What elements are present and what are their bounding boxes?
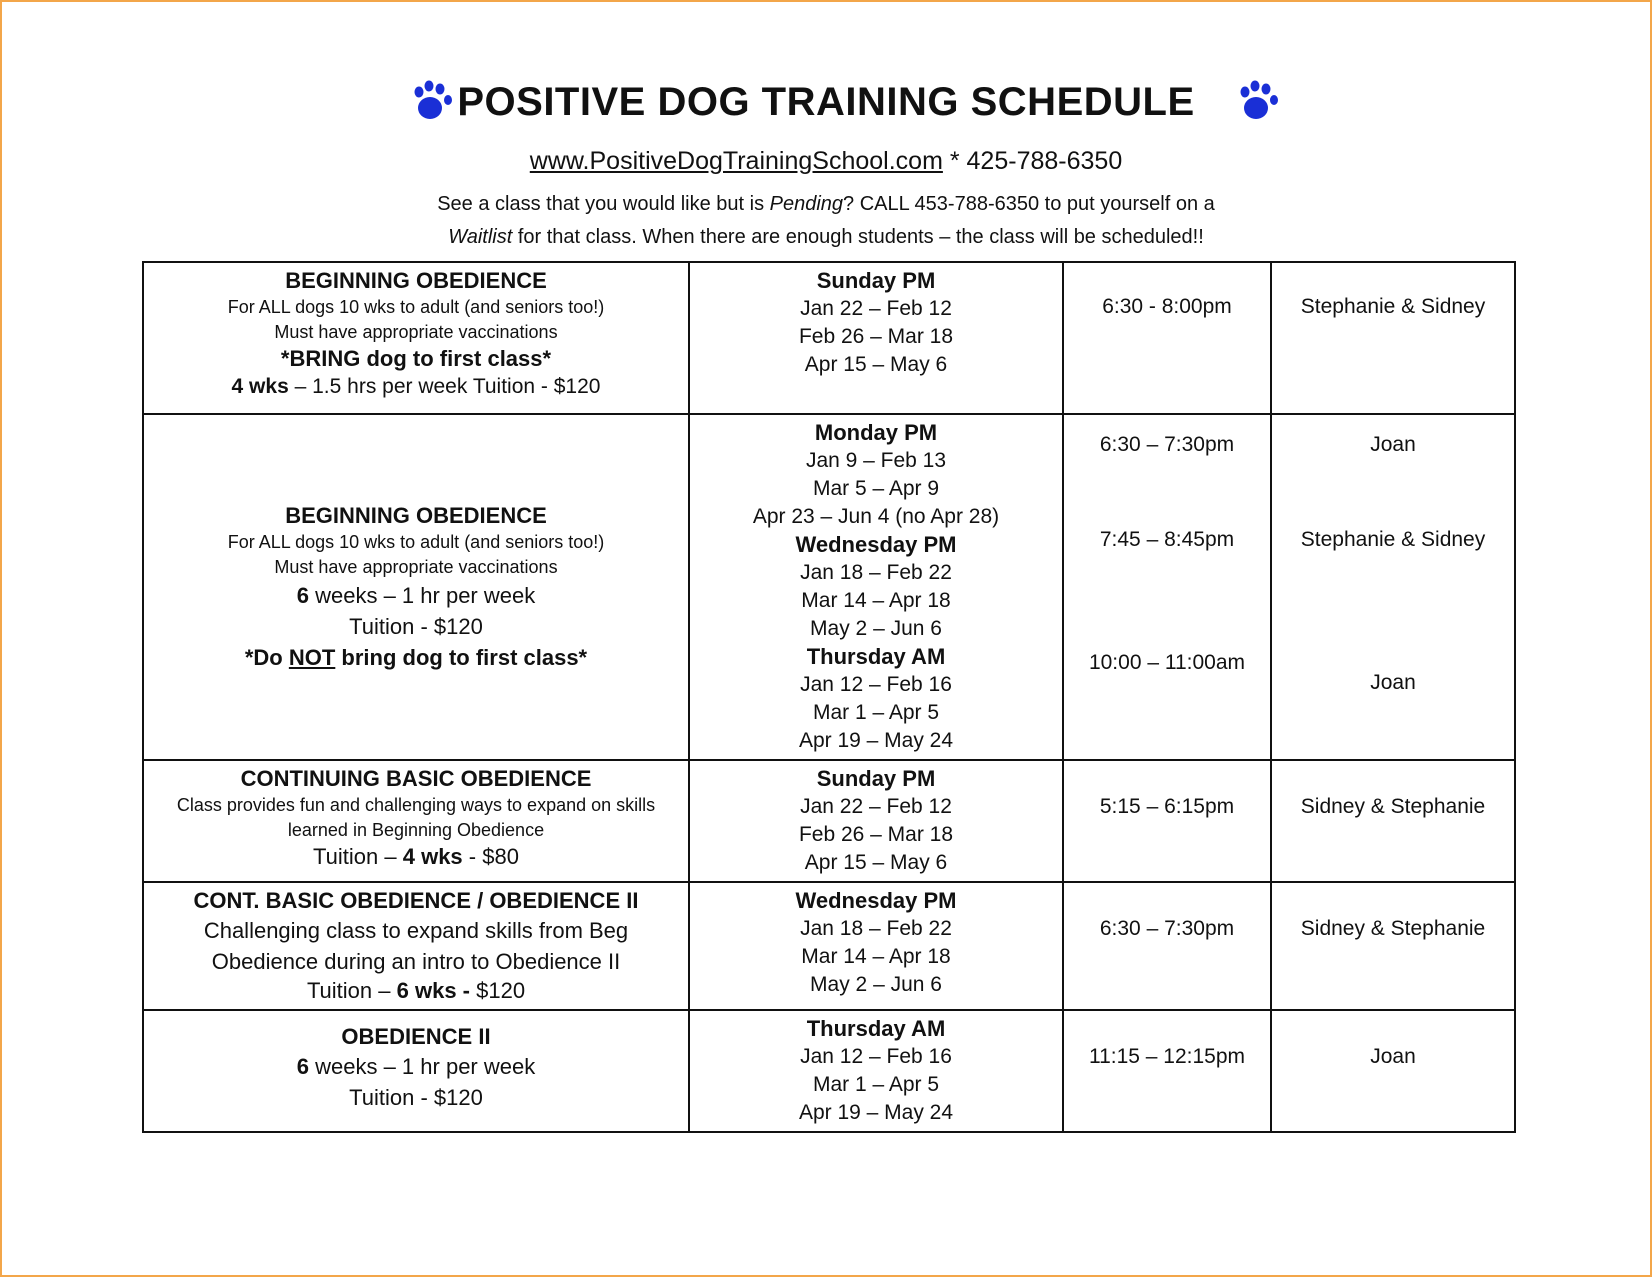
date-range: Mar 1 – Apr 5 [812, 1073, 940, 1096]
class-bring-note [150, 642, 682, 673]
website-link[interactable]: www.PositiveDogTrainingSchool.com [529, 147, 943, 175]
instructor-cell [1271, 262, 1515, 414]
class-name: CONTINUING BASIC OBEDIENCE [240, 766, 592, 791]
tuition-bold: 6 wks - [396, 978, 470, 1003]
class-desc: learned in Beginning Obedience [287, 820, 545, 840]
instructor-name: Joan [1370, 433, 1416, 456]
class-time: 11:15 – 12:15pm [1088, 1045, 1246, 1068]
time-cell [1063, 1010, 1271, 1132]
phone-number: 425-788-6350 [966, 147, 1123, 175]
date-range: Apr 15 – May 6 [804, 353, 948, 376]
title-row [2, 80, 1650, 125]
schedule-table [142, 261, 1516, 1133]
class-desc: Must have appropriate vaccinations [274, 322, 558, 342]
tuition-text: Tuition – [313, 844, 403, 869]
dates-cell [689, 414, 1063, 760]
class-duration [150, 1051, 682, 1082]
class-desc: For ALL dogs 10 wks to adult (and seniors too!) [227, 297, 605, 317]
day-label: Sunday PM [816, 766, 936, 791]
class-name: CONT. BASIC OBEDIENCE / OBEDIENCE II [193, 888, 639, 913]
date-range: Apr 23 – Jun 4 (no Apr 28) [752, 505, 1000, 528]
class-tuition: Tuition - $120 [349, 1085, 483, 1110]
waitlist-notice [2, 188, 1650, 254]
contact-separator: * [942, 147, 967, 175]
note-text: bring dog to first class* [335, 644, 588, 670]
date-range: Mar 14 – Apr 18 [801, 945, 951, 968]
instructor-name: Stephanie & Sidney [1300, 295, 1486, 318]
instructor-cell [1271, 1010, 1515, 1132]
instructor-cell [1271, 760, 1515, 882]
class-name: OBEDIENCE II [341, 1024, 491, 1049]
day-label: Sunday PM [816, 268, 936, 293]
instructor-name: Sidney & Stephanie [1300, 917, 1486, 940]
class-cell [143, 414, 689, 760]
duration-bold: 6 [296, 1054, 309, 1079]
notice-text: for that class. When there are enough students – the class will be scheduled!! [512, 226, 1204, 248]
date-range: Jan 22 – Feb 12 [800, 795, 952, 818]
duration-text: – 1.5 hrs per week Tuition - $120 [288, 375, 601, 398]
date-range: Feb 26 – Mar 18 [798, 823, 954, 846]
time-cell [1063, 262, 1271, 414]
duration-bold: 6 [296, 582, 309, 608]
class-tuition: Tuition - $120 [349, 613, 483, 639]
class-duration [150, 373, 682, 401]
table-row [143, 262, 1515, 414]
day-label: Monday PM [814, 420, 938, 445]
class-tuition [150, 843, 682, 871]
note-text: *Do [244, 644, 289, 670]
note-emphasis: NOT [288, 644, 336, 670]
class-cell [143, 262, 689, 414]
class-time: 5:15 – 6:15pm [1099, 795, 1235, 818]
instructor-name: Stephanie & Sidney [1300, 528, 1486, 551]
table-row [143, 1010, 1515, 1132]
date-range: Jan 12 – Feb 16 [800, 1045, 952, 1068]
duration-text: weeks – 1 hr per week [309, 1054, 536, 1079]
date-range: Jan 18 – Feb 22 [800, 917, 952, 940]
date-range: Apr 19 – May 24 [798, 729, 954, 752]
date-range: Apr 15 – May 6 [804, 851, 948, 874]
class-desc: For ALL dogs 10 wks to adult (and seniors too!) [227, 531, 605, 552]
class-time: 6:30 - 8:00pm [1102, 295, 1232, 318]
time-cell [1063, 760, 1271, 882]
day-label: Wednesday PM [795, 888, 957, 913]
class-cell [143, 1010, 689, 1132]
notice-pending: Pending [769, 193, 844, 215]
class-time: 7:45 – 8:45pm [1099, 528, 1235, 551]
instructor-name: Joan [1370, 1045, 1416, 1068]
class-name: BEGINNING OBEDIENCE [285, 502, 547, 528]
class-duration [150, 580, 682, 611]
class-time: 6:30 – 7:30pm [1099, 917, 1235, 940]
class-cell [143, 882, 689, 1010]
time-cell [1063, 414, 1271, 760]
class-desc: Class provides fun and challenging ways to expand on skills [176, 795, 656, 815]
class-desc: Obedience during an intro to Obedience II [211, 949, 621, 974]
date-range: May 2 – Jun 6 [810, 617, 942, 640]
date-range: Mar 5 – Apr 9 [812, 477, 940, 500]
tuition-text: Tuition – [306, 978, 397, 1003]
dates-cell [689, 262, 1063, 414]
time-cell [1063, 882, 1271, 1010]
date-range: Mar 1 – Apr 5 [812, 701, 940, 724]
date-range: Jan 22 – Feb 12 [800, 297, 952, 320]
date-range: Jan 18 – Feb 22 [800, 561, 952, 584]
class-time: 10:00 – 11:00am [1088, 651, 1246, 674]
page-title: POSITIVE DOG TRAINING SCHEDULE [457, 80, 1195, 124]
date-range: Jan 9 – Feb 13 [805, 449, 947, 472]
tuition-bold: 4 wks [402, 844, 463, 869]
duration-text: weeks – 1 hr per week [309, 582, 536, 608]
tuition-text: - $80 [462, 844, 519, 869]
duration-bold: 4 wks [231, 375, 289, 398]
day-label: Thursday AM [806, 1016, 946, 1041]
day-label: Thursday AM [806, 644, 946, 669]
class-desc: Challenging class to expand skills from Beg [203, 918, 629, 943]
instructor-name: Joan [1370, 671, 1416, 694]
notice-text: See a class that you would like but is [437, 193, 770, 215]
date-range: May 2 – Jun 6 [810, 973, 942, 996]
date-range: Apr 19 – May 24 [798, 1101, 954, 1124]
notice-waitlist: Waitlist [448, 226, 513, 248]
table-row [143, 414, 1515, 760]
class-cell [143, 760, 689, 882]
notice-text: ? CALL 453-788-6350 to put yourself on a [843, 193, 1215, 215]
class-desc: Must have appropriate vaccinations [274, 556, 558, 577]
instructor-cell [1271, 882, 1515, 1010]
tuition-text: $120 [470, 978, 526, 1003]
table-row [143, 760, 1515, 882]
dates-cell [689, 882, 1063, 1010]
date-range: Mar 14 – Apr 18 [801, 589, 951, 612]
date-range: Feb 26 – Mar 18 [798, 325, 954, 348]
dates-cell [689, 760, 1063, 882]
instructor-cell [1271, 414, 1515, 760]
class-time: 6:30 – 7:30pm [1099, 433, 1235, 456]
class-bring-note: *BRING dog to first class* [280, 346, 552, 371]
class-tuition [150, 977, 682, 1005]
dates-cell [689, 1010, 1063, 1132]
class-name: BEGINNING OBEDIENCE [285, 268, 547, 293]
day-label: Wednesday PM [795, 532, 957, 557]
date-range: Jan 12 – Feb 16 [800, 673, 952, 696]
instructor-name: Sidney & Stephanie [1300, 795, 1486, 818]
table-row [143, 882, 1515, 1010]
contact-line [2, 147, 1650, 176]
